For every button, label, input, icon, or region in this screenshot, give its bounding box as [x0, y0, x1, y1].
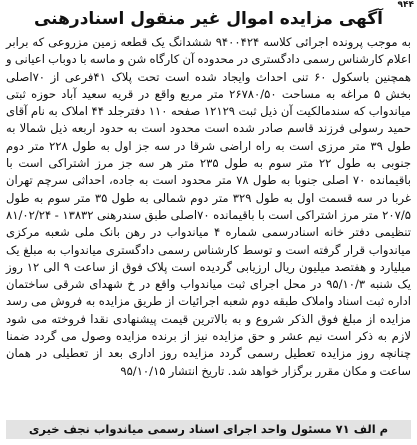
notice-body: به موجب پرونده اجرائی کلاسه ۹۴۰۰۴۲۴ ششدانگ یک قطعه زمین مزروعی که برابر اعلام کارشناس رسمی دادگستری در محدوده آن کارگاه شن و ماسه با دوباب اعیانی و همچنین باسکول ۶۰ تنی احداث وایجاد شده است تحت پلاک ۴۱فرعی از ۷۰اصلی بخش ۵ مراغه به مساحت ۲۶۷۸۰/۵۰ متر مربع واقع در قریه سعید آباد حوزه ثبتی میاندواب که سندمالکیت آن ذیل ثبت ۱۲۱۲۹ صفحه ۱۱۰ دفترجلد ۴۴ املاک به نام آقای حمید رسولی فرزند قاسم صادر شده است محدود است به حدود اربعه ذیل شمالا به طول ۳۹ متر مرزی است به راه اراضی شرقا در سه جز اول به طول ۲۲۸ متر دوم جنوبی به طول ۲۲ متر سوم به طول ۲۳۵ متر هر سه جز مرز اشتراکی است با باقیمانده ۷۰ اصلی جنوبا به طول ۷۸ متر محدود است به جاده، احداثی سرچم تهران غربا در سه قسمت اول به طول ۳۲۹ متر دوم شمالی به طول ۳۵ متر سوم به طول ۲۰۷/۵ متر مرز اشتراکی است با باقیمانده ۷۰اصلی طبق سندرهنی ۱۳۸۳۲ - ۸۱/۰۲/۲۴ تنظیمی دفتر خانه اسنادرسمی شماره ۴ میاندواب در رهن بانک ملی شعبه مرکزی میاندواب قرار گرفته است و توسط کارشناس رسمی دادگستری میاندواب به مبلغ یک میلیارد و هفتصد میلیون ریال ارزیابی گردیده است پلاک فوق از ساعت ۹ الی ۱۲ روز یک شنبه ۹۵/۱۰/۳ در محل اجرای ثبت میاندواب واقع در خ شهدای شرقی ساختمان اداره ثبت اسناد واملاک طبقه دوم شعبه اجرائیات از طریق مزایده به فروش می رسد مزایده از مبلغ فوق الذکر شروع و به بالاترین قیمت پیشنهادی نقدا فروخته می شود لازم به ذکر است نیم عشر و حق مزایده نیز از برنده مزایده وصول می گردد ضمنا چنانچه روز مزایده تعطیل رسمی گردد مزایده روز اداری بعد از تعطیلی در همان ساعت و مکان مقرر برگزار خواهد شد. تاریخ انتشار ۹۵/۱۰/۱۵: [6, 35, 412, 378]
notice-signature: م الف ۷۱ مسئول واحد اجرای اسناد رسمی میاندواب نجف خیری: [6, 420, 411, 439]
notice-title: آگهی مزایده اموال غیر منقول اسنادرهنی: [33, 9, 384, 29]
page-number: ۹۴۴: [397, 0, 414, 10]
